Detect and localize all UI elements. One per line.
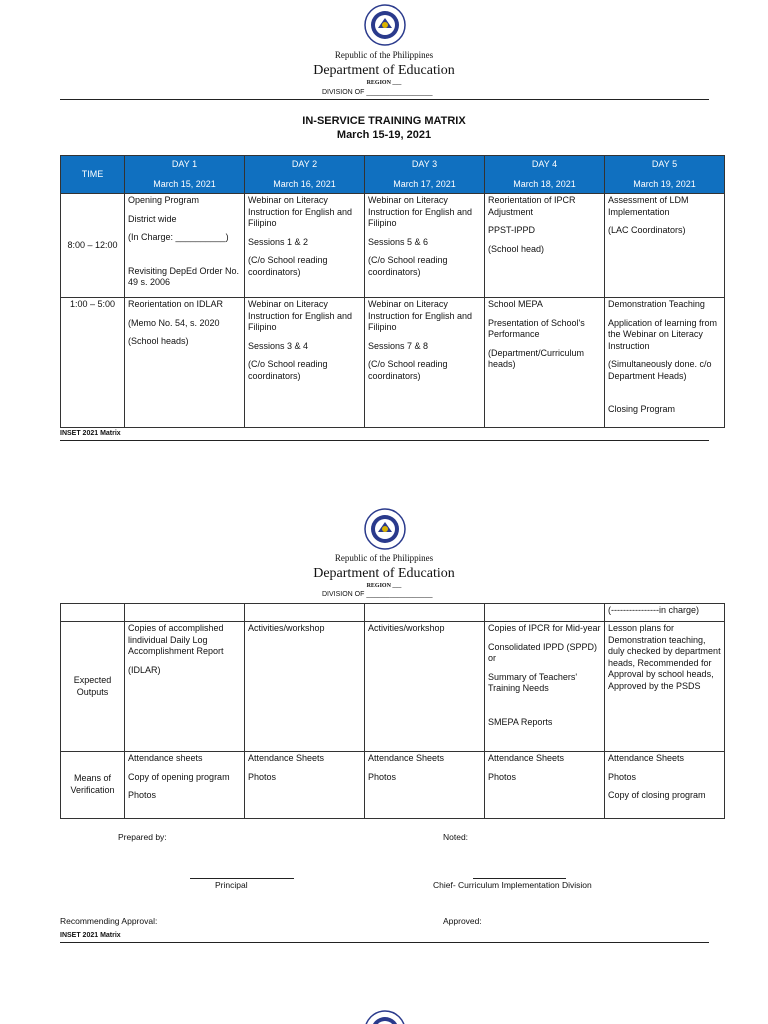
division-text: DIVISION OF _________________: [322, 89, 433, 96]
empty-cell: [125, 604, 245, 622]
training-matrix-table: [60, 155, 725, 428]
output-cell: Activities/workshop: [365, 622, 485, 752]
division-text: DIVISION OF _________________: [322, 591, 433, 598]
activity-cell: Webinar on Literacy Instruction for English and Filipino Sessions 5 & 6 (C/o School reading coordinators): [365, 194, 485, 298]
activity-cell: Assessment of LDM Implementation (LAC Coordinators): [605, 194, 725, 298]
day-4-header: [485, 156, 605, 194]
day-label: DAY 4: [531, 158, 558, 169]
footer-rule: [60, 942, 709, 943]
time-cell: 1:00 – 5:00: [61, 298, 125, 428]
header-rule: [60, 99, 709, 100]
chief-signature-line: [473, 878, 566, 879]
footer-label: INSET 2021 Matrix: [60, 932, 121, 939]
page-2: [0, 500, 768, 1000]
principal-signature-line: [190, 878, 294, 879]
chief-label: Chief- Curriculum Implementation Division: [433, 880, 592, 890]
region-text: REGION ___: [366, 583, 402, 589]
table-header-row: [61, 156, 725, 194]
day-3-header: [365, 156, 485, 194]
day-label: DAY 3: [411, 158, 438, 169]
activity-cell: Webinar on Literacy Instruction for English and Filipino Sessions 7 & 8 (C/o School reading coordinators): [365, 298, 485, 428]
deped-seal-icon: [364, 4, 406, 46]
verification-cell: Attendance Sheets Photos Copy of closing program: [605, 752, 725, 819]
output-cell: Lesson plans for Demonstration teaching, duly checked by department heads, Recommended for Approval by school heads, Approved by the PSDS: [605, 622, 725, 752]
day-label: DAY 5: [651, 158, 678, 169]
activity-cell: Reorientation of IPCR Adjustment PPST-IPPD (School head): [485, 194, 605, 298]
republic-text: Republic of the Philippines: [334, 553, 434, 563]
deped-seal-icon: [364, 508, 406, 550]
verification-cell: Attendance sheets Copy of opening program Photos: [125, 752, 245, 819]
activity-cell: Opening Program District wide (In Charge: __________) Revisiting DepEd Order No. 49 s. 2006: [125, 194, 245, 298]
day-label: DAY 2: [291, 158, 318, 169]
day-date: March 15, 2021: [153, 178, 216, 189]
empty-cell: [245, 604, 365, 622]
time-header: TIME: [61, 156, 125, 194]
day-date: March 16, 2021: [273, 178, 336, 189]
matrix-dates: March 15-19, 2021: [336, 129, 432, 141]
table-row: [61, 622, 725, 752]
output-cell: Copies of IPCR for Mid-year Consolidated IPPD (SPPD) or Summary of Teachers' Training Needs SMEPA Reports: [485, 622, 605, 752]
matrix-title: IN-SERVICE TRAINING MATRIX: [302, 115, 466, 127]
activity-cell: Reorientation on IDLAR (Memo No. 54, s. 2020 (School heads): [125, 298, 245, 428]
output-cell: Activities/workshop: [245, 622, 365, 752]
department-text: Department of Education: [313, 566, 455, 581]
prepared-by-label: Prepared by:: [118, 832, 167, 842]
page-1: [0, 0, 768, 500]
time-cell: 8:00 – 12:00: [61, 194, 125, 298]
table-row: [61, 604, 725, 622]
day-label: DAY 1: [171, 158, 198, 169]
in-charge-cell: (----------------in charge): [605, 604, 725, 622]
activity-cell: Demonstration Teaching Application of learning from the Webinar on Literacy Instruction (Simultaneously done. c/o Department Heads) Closing Program: [605, 298, 725, 428]
noted-label: Noted:: [443, 832, 469, 842]
outputs-table: [60, 603, 725, 819]
recommending-label: Recommending Approval:: [60, 916, 158, 926]
day-1-header: [125, 156, 245, 194]
row-label: Means of Verification: [61, 752, 125, 819]
day-date: March 19, 2021: [633, 178, 696, 189]
day-date: March 17, 2021: [393, 178, 456, 189]
empty-cell: [485, 604, 605, 622]
republic-text: Republic of the Philippines: [334, 50, 434, 60]
day-2-header: [245, 156, 365, 194]
approved-label: Approved:: [443, 916, 482, 926]
activity-cell: School MEPA Presentation of School's Performance (Department/Curriculum heads): [485, 298, 605, 428]
activity-cell: Webinar on Literacy Instruction for English and Filipino Sessions 3 & 4 (C/o School reading coordinators): [245, 298, 365, 428]
department-text: Department of Education: [313, 63, 455, 78]
region-text: REGION ___: [366, 80, 402, 86]
verification-cell: Attendance Sheets Photos: [245, 752, 365, 819]
footer-rule: [60, 440, 709, 441]
verification-cell: Attendance Sheets Photos: [485, 752, 605, 819]
row-label: Expected Outputs: [61, 622, 125, 752]
day-date: March 18, 2021: [513, 178, 576, 189]
table-row: [61, 752, 725, 819]
activity-cell: Webinar on Literacy Instruction for English and Filipino Sessions 1 & 2 (C/o School reading coordinators): [245, 194, 365, 298]
day-5-header: [605, 156, 725, 194]
deped-seal-icon: [364, 1010, 406, 1024]
table-row: [61, 194, 725, 298]
output-cell: Copies of accomplished lindividual Daily Log Accomplishment Report (IDLAR): [125, 622, 245, 752]
footer-label: INSET 2021 Matrix: [60, 430, 121, 437]
empty-cell: [61, 604, 125, 622]
verification-cell: Attendance Sheets Photos: [365, 752, 485, 819]
empty-cell: [365, 604, 485, 622]
table-row: [61, 298, 725, 428]
principal-label: Principal: [215, 880, 248, 890]
